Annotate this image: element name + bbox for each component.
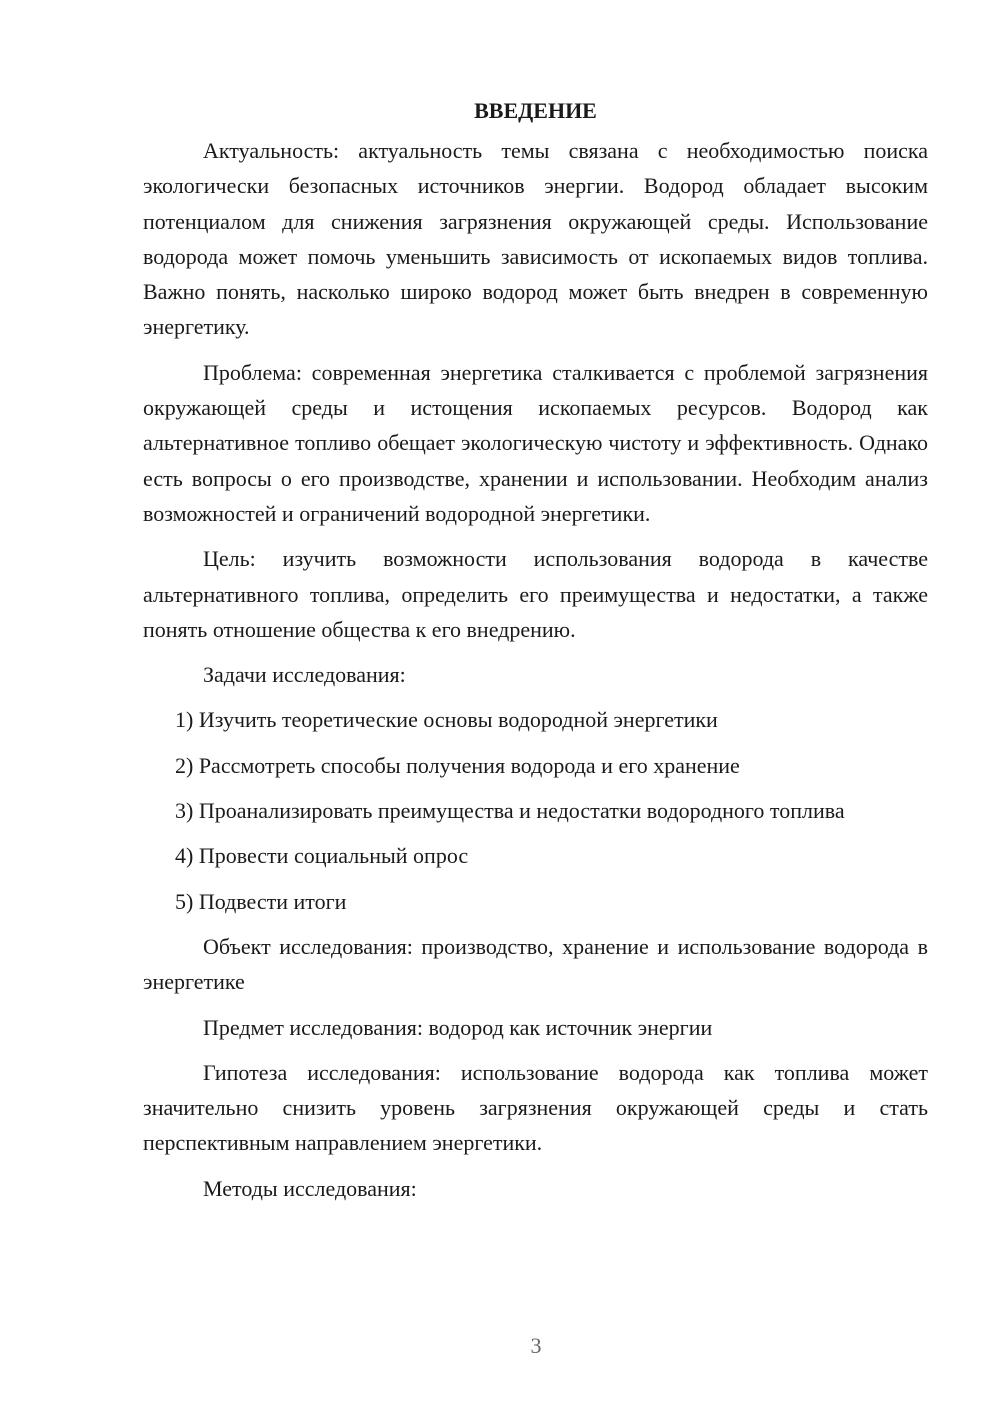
tasks-heading: Задачи исследования: xyxy=(203,662,406,688)
tasks-list xyxy=(143,702,928,918)
problem-paragraph: Проблема: современная энергетика сталкивается с проблемой загрязнения окружающей среды и истощения ископаемых ресурсов. Водород как альтернативное топливо обещает экологическую чистоту и эффективность. Однако есть вопросы о его производстве, хранении и использовании. Необходим анализ возможностей и ограничений водородной энергетики. xyxy=(143,359,928,526)
hypothesis-paragraph: Гипотеза исследования: использование водорода как топлива может значительно снизить уровень загрязнения окружающей среды и стать перспективным направлением энергетики. xyxy=(143,1059,928,1156)
list-item: 4) Провести социальный опрос xyxy=(175,843,469,869)
relevance-paragraph: Актуальность: актуальность темы связана с необходимостью поиска экологически безопасных источников энергии. Водород обладает высоким потенциалом для снижения загрязнения окружающей среды. Использование водорода может помочь уменьшить зависимость от ископаемых видов топлива. Важно понять, насколько широко водород может быть внедрен в современную энергетику. xyxy=(143,138,928,340)
page-number: 3 xyxy=(530,1333,542,1358)
list-item: 5) Подвести итоги xyxy=(175,888,347,914)
subject-paragraph: Предмет исследования: водород как источник энергии xyxy=(203,1014,713,1040)
object-paragraph: Объект исследования: производство, хранение и использование водорода в энергетике xyxy=(143,933,928,995)
list-item: 3) Проанализировать преимущества и недостатки водородного топлива xyxy=(175,798,845,824)
goal-paragraph: Цель: изучить возможности использования водорода в качестве альтернативного топлива, определить его преимущества и недостатки, а также понять отношение общества к его внедрению. xyxy=(143,546,928,642)
page-content xyxy=(143,93,928,1216)
list-item: 1) Изучить теоретические основы водородной энергетики xyxy=(175,707,718,733)
list-item: 2) Рассмотреть способы получения водорода и его хранение xyxy=(175,752,740,778)
section-title: ВВЕДЕНИЕ xyxy=(474,98,597,123)
methods-heading: Методы исследования: xyxy=(203,1175,417,1201)
